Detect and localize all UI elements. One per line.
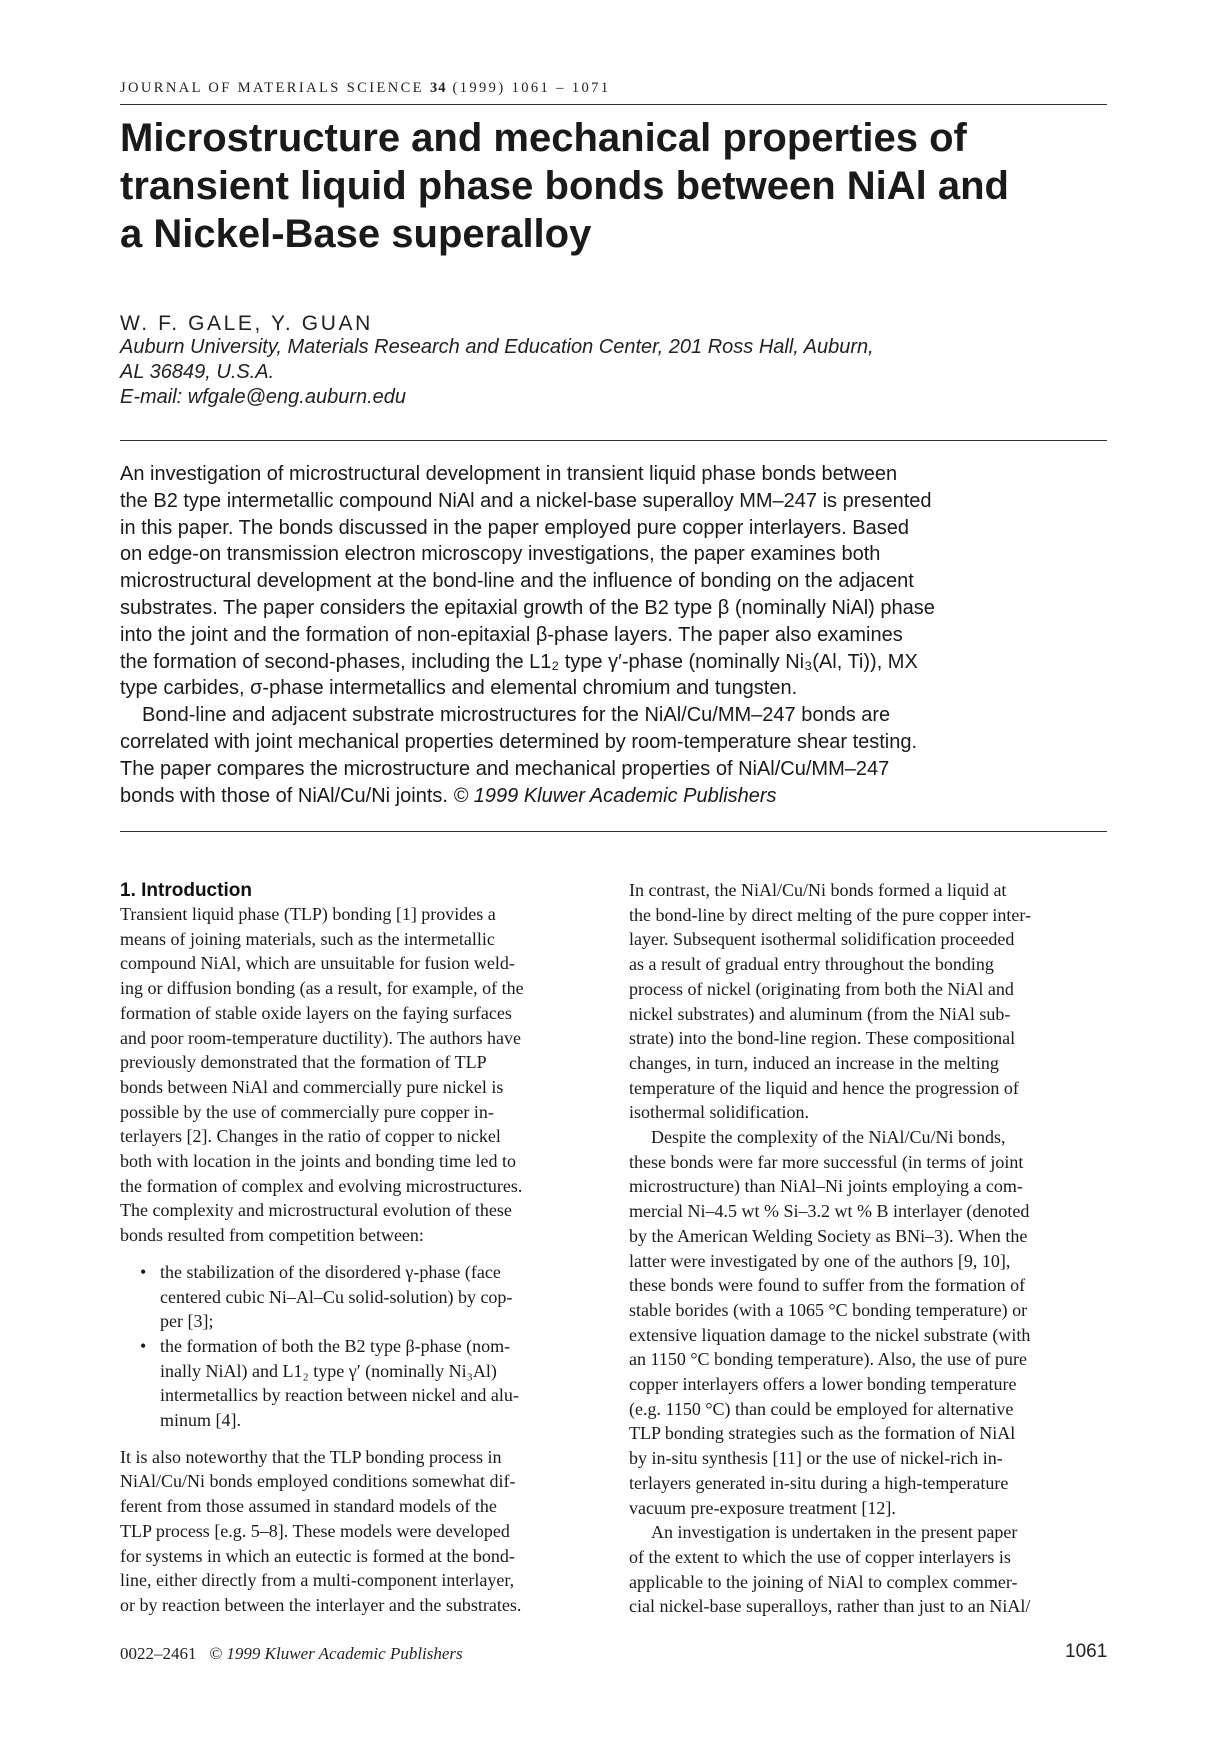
abstract-line: microstructural development at the bond-line and the influence of bonding on the adjacent	[120, 570, 914, 593]
left-line: compound NiAl, which are unsuitable for fusion weld-	[120, 953, 515, 974]
right-line: (e.g. 1150 °C) than could be employed for alternative	[629, 1398, 1014, 1419]
right-line: isothermal solidification.	[629, 1102, 809, 1123]
abstract-last-line	[120, 783, 1110, 810]
right-line: latter were investigated by one of the authors [9, 10],	[629, 1250, 1011, 1271]
left-line: means of joining materials, such as the intermetallic	[120, 928, 495, 949]
right-line: process of nickel (originating from both the NiAl and	[629, 978, 1014, 999]
left-line: Transient liquid phase (TLP) bonding [1] provides a	[120, 904, 496, 924]
abstract-line: in this paper. The bonds discussed in the paper employed pure copper interlayers. Based	[120, 516, 910, 539]
footer-left	[120, 1644, 463, 1664]
left-line: possible by the use of commercially pure copper in-	[120, 1101, 494, 1122]
bullet-line: minum [4].	[160, 1410, 241, 1431]
affiliation-line: Auburn University, Materials Research and Education Center, 201 Ross Hall, Auburn,	[120, 336, 874, 358]
right-line: mercial Ni–4.5 wt % Si–3.2 wt % B interlayer (denoted	[629, 1201, 1030, 1222]
right-line: In contrast, the NiAl/Cu/Ni bonds formed a liquid at	[629, 880, 1007, 900]
abstract-bottom-rule	[120, 831, 1107, 832]
right-line: copper interlayers offers a lower bonding temperature	[629, 1374, 1017, 1395]
bullet-line: centered cubic Ni–Al–Cu solid-solution) by cop-	[160, 1286, 513, 1307]
abstract-line: Bond-line and adjacent substrate microstructures for the NiAl/Cu/MM–247 bonds are	[142, 704, 891, 727]
left-line: and poor room-temperature ductility). The authors have	[120, 1027, 522, 1048]
left-line: The complexity and microstructural evolution of these	[120, 1200, 512, 1221]
right-line: by in-situ synthesis [11] or the use of nickel-rich in-	[629, 1448, 1003, 1469]
left-line: bonds resulted from competition between:	[120, 1225, 424, 1246]
right-line: terlayers generated in-situ during a high-temperature	[629, 1472, 1009, 1493]
bullet-item	[120, 1260, 590, 1285]
title-line: Microstructure and mechanical properties of	[120, 116, 967, 160]
abstract-line: the B2 type intermetallic compound NiAl and a nickel-base superalloy MM–247 is presented	[120, 489, 932, 512]
right-line: An investigation is undertaken in the present paper	[651, 1522, 1018, 1543]
header-rule	[120, 104, 1107, 105]
left-line: for systems in which an eutectic is formed at the bond-	[120, 1545, 515, 1566]
paper-title	[120, 114, 1120, 258]
right-line: the bond-line by direct melting of the pure copper inter-	[629, 904, 1032, 925]
journal-name: JOURNAL OF MATERIALS SCIENCE	[120, 80, 424, 96]
right-line: stable borides (with a 1065 °C bonding temperature) or	[629, 1299, 1028, 1320]
title-line: a Nickel-Base superalloy	[120, 212, 592, 256]
left-line: bonds between NiAl and commercially pure nickel is	[120, 1076, 504, 1097]
email-line: E-mail: wfgale@eng.auburn.edu	[120, 386, 407, 408]
abstract-last-text: bonds with those of NiAl/Cu/Ni joints.	[120, 784, 448, 807]
right-line: nickel substrates) and aluminum (from the NiAl sub-	[629, 1003, 1011, 1024]
journal-year-pages: (1999) 1061 – 1071	[452, 80, 611, 96]
section-heading: 1. Introduction	[120, 880, 252, 901]
right-line: cial nickel-base superalloys, rather than just to an NiAl/	[629, 1596, 1031, 1617]
abstract-top-rule	[120, 440, 1107, 441]
abstract-copyright: © 1999 Kluwer Academic Publishers	[453, 784, 777, 807]
right-line: layer. Subsequent isothermal solidification proceeded	[629, 929, 1015, 950]
left-line: TLP process [e.g. 5–8]. These models were developed	[120, 1520, 510, 1541]
footer-copyright: © 1999 Kluwer Academic Publishers	[209, 1644, 463, 1663]
left-line: line, either directly from a multi-component interlayer,	[120, 1570, 515, 1591]
left-line: NiAl/Cu/Ni bonds employed conditions somewhat dif-	[120, 1471, 516, 1492]
bullet-symbol: •	[140, 1261, 147, 1282]
right-line: by the American Welding Society as BNi–3). When the	[629, 1225, 1028, 1246]
authors: W. F. GALE, Y. GUAN	[120, 312, 373, 335]
right-line: applicable to the joining of NiAl to complex commer-	[629, 1571, 1018, 1592]
left-line: terlayers [2]. Changes in the ratio of copper to nickel	[120, 1126, 501, 1147]
bullet-line: the stabilization of the disordered γ-phase (face	[160, 1261, 501, 1282]
affiliation	[120, 335, 1100, 410]
footer-issn: 0022–2461	[120, 1644, 197, 1663]
right-line: these bonds were found to suffer from the formation of	[629, 1275, 1026, 1296]
abstract-line: the formation of second-phases, including the L1₂ type γ′-phase (nominally Ni₃(Al, Ti)), MX	[120, 650, 918, 673]
left-line: both with location in the joints and bonding time led to	[120, 1151, 516, 1172]
bullet-line: per [3];	[160, 1311, 214, 1332]
affiliation-line: AL 36849, U.S.A.	[120, 361, 275, 383]
abstract-line: substrates. The paper considers the epitaxial growth of the B2 type β (nominally NiAl) phase	[120, 596, 935, 619]
abstract-line: type carbides, σ-phase intermetallics and elemental chromium and tungsten.	[120, 677, 798, 700]
right-line: temperature of the liquid and hence the progression of	[629, 1077, 1019, 1098]
bullet-symbol: •	[140, 1335, 147, 1356]
abstract-line: An investigation of microstructural development in transient liquid phase bonds between	[120, 463, 898, 485]
left-line: formation of stable oxide layers on the faying surfaces	[120, 1002, 512, 1023]
right-line: an 1150 °C bonding temperature). Also, the use of pure	[629, 1349, 1027, 1370]
abstract	[120, 461, 1110, 809]
right-line: vacuum pre-exposure treatment [12].	[629, 1497, 896, 1518]
abstract-line: The paper compares the microstructure and mechanical properties of NiAl/Cu/MM–247	[120, 757, 890, 780]
bullet-line: the formation of both the B2 type β-phase (nom-	[160, 1335, 511, 1356]
abstract-line: on edge-on transmission electron microscopy investigations, the paper examines both	[120, 543, 881, 566]
abstract-line: into the joint and the formation of non-epitaxial β-phase layers. The paper also examines	[120, 623, 903, 646]
bullet-item	[120, 1334, 590, 1359]
left-line: ing or diffusion bonding (as a result, for example, of the	[120, 978, 524, 999]
bullet-line: intermetallics by reaction between nickel and alu-	[160, 1385, 519, 1406]
right-line: changes, in turn, induced an increase in the melting	[629, 1052, 999, 1073]
left-line: or by reaction between the interlayer and the substrates.	[120, 1594, 522, 1615]
left-line: the formation of complex and evolving microstructures.	[120, 1175, 523, 1196]
right-column	[629, 878, 1109, 1619]
bullet-line: inally NiAl) and L1₂ type γ′ (nominally Ni₃Al)	[160, 1360, 497, 1381]
right-line: TLP bonding strategies such as the formation of NiAl	[629, 1423, 1016, 1444]
right-line: Despite the complexity of the NiAl/Cu/Ni bonds,	[651, 1127, 1006, 1148]
title-line: transient liquid phase bonds between NiAl and	[120, 164, 1009, 208]
left-line: ferent from those assumed in standard models of the	[120, 1496, 497, 1517]
right-line: these bonds were far more successful (in terms of joint	[629, 1151, 1024, 1172]
right-line: as a result of gradual entry throughout the bonding	[629, 954, 994, 975]
right-line: extensive liquation damage to the nickel substrate (with	[629, 1324, 1031, 1345]
left-line: It is also noteworthy that the TLP bonding process in	[120, 1446, 502, 1467]
page-number: 1061	[1065, 1641, 1108, 1662]
abstract-line: correlated with joint mechanical properties determined by room-temperature shear testing.	[120, 730, 918, 753]
left-line: previously demonstrated that the formation of TLP	[120, 1052, 487, 1073]
journal-header	[120, 80, 1107, 97]
right-line: microstructure) than NiAl–Ni joints employing a com-	[629, 1176, 1023, 1197]
right-line: of the extent to which the use of copper interlayers is	[629, 1546, 1011, 1567]
journal-volume: 34	[429, 80, 447, 96]
right-line: strate) into the bond-line region. These compositional	[629, 1028, 1016, 1049]
left-column	[120, 902, 590, 1618]
